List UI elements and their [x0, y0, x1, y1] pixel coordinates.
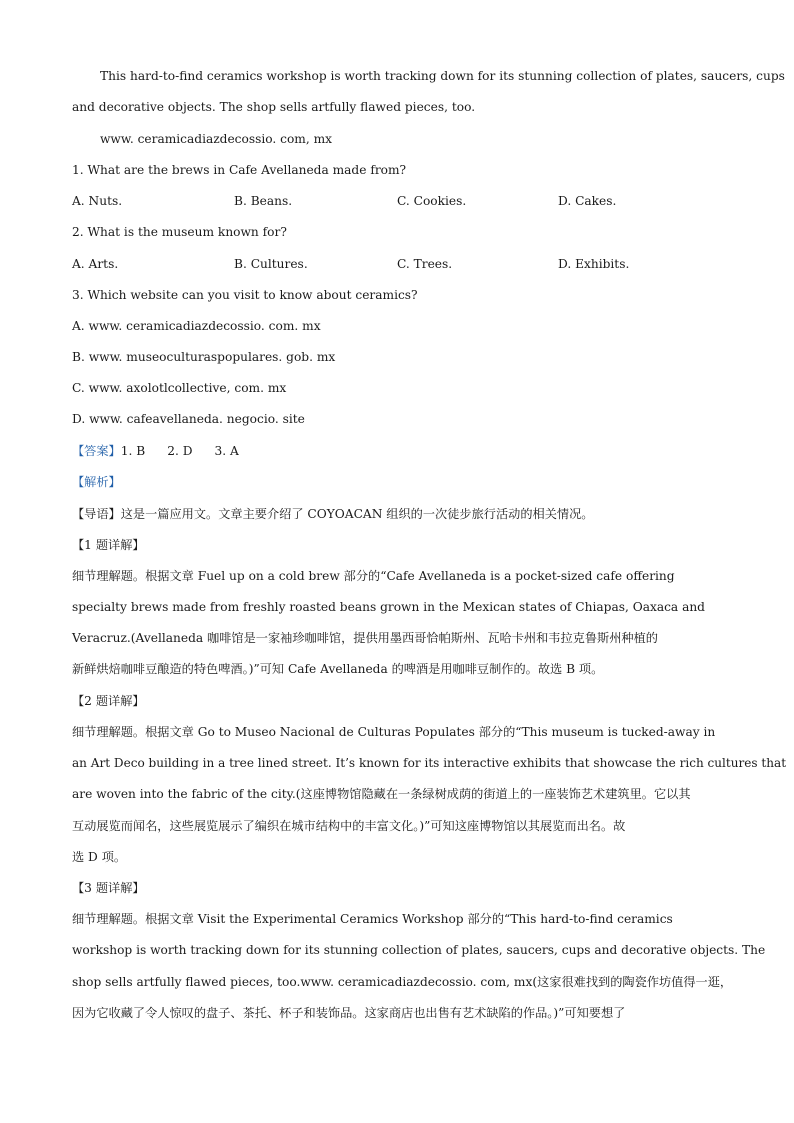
- answer-label: 【答案】: [72, 444, 121, 458]
- guide-line: [72, 506, 593, 522]
- option-b: B. Cultures.: [234, 257, 308, 271]
- option-b: B. www. museoculturaspopulares. gob. mx: [72, 350, 336, 364]
- q1-detail-label: 【1 题详解】: [72, 538, 145, 552]
- question-stem: 3. Which website can you visit to know about ceramics?: [72, 288, 418, 302]
- guide-text: 这是一篇应用文。文章主要介绍了 COYOACAN 组织的一次徒步旅行活动的相关情况。: [120, 507, 594, 521]
- q3-detail-label: 【3 题详解】: [72, 881, 145, 895]
- option-c: C. Trees.: [397, 257, 453, 271]
- option-a: A. Arts.: [72, 257, 119, 271]
- option-d: D. Exhibits.: [558, 257, 630, 271]
- q2-detail-line: are woven into the fabric of the city.(这座博物馆隐藏在一条绿树成荫的街道上的一座装饰艺术建筑里。它以其: [72, 787, 691, 801]
- question-stem: 1. What are the brews in Cafe Avellaneda made from?: [72, 163, 407, 177]
- option-b: B. Beans.: [234, 194, 293, 208]
- option-c: C. www. axolotlcollective, com. mx: [72, 381, 287, 395]
- option-d: D. www. cafeavellaneda. negocio. site: [72, 412, 305, 426]
- answer-line: [72, 443, 261, 459]
- q2-detail-label: 【2 题详解】: [72, 694, 145, 708]
- q2-detail-line: 细节理解题。根据文章 Go to Museo Nacional de Culturas Populates 部分的“This museum is tucked-away in: [72, 725, 716, 739]
- answer-item: 2. D: [167, 444, 193, 458]
- q1-detail-line: 新鲜烘焙咖啡豆酿造的特色啤酒。)”可知 Cafe Avellaneda 的啤酒是用咖啡豆制作的。故选 B 项。: [72, 662, 604, 676]
- passage-line: This hard-to-find ceramics workshop is worth tracking down for its stunning collection of plates, saucers, cups: [100, 69, 785, 83]
- analysis-label: 【解析】: [72, 475, 121, 489]
- q3-detail-line: 因为它收藏了令人惊叹的盘子、茶托、杯子和装饰品。这家商店也出售有艺术缺陷的作品。)”可知要想了: [72, 1006, 626, 1020]
- answer-item: 3. A: [214, 444, 239, 458]
- q3-detail-line: workshop is worth tracking down for its stunning collection of plates, saucers, cups and decorative objects. The: [72, 943, 766, 957]
- answer-item: 1. B: [120, 444, 146, 458]
- option-c: C. Cookies.: [397, 194, 467, 208]
- passage-website: www. ceramicadiazdecossio. com, mx: [100, 132, 333, 146]
- question-stem: 2. What is the museum known for?: [72, 225, 287, 239]
- q1-detail-line: Veracruz.(Avellaneda 咖啡馆是一家袖珍咖啡馆，提供用墨西哥恰帕斯州、瓦哈卡州和韦拉克鲁斯州种植的: [72, 631, 658, 645]
- passage-line: and decorative objects. The shop sells artfully flawed pieces, too.: [72, 100, 476, 114]
- guide-label: 【导语】: [72, 507, 121, 521]
- option-a: A. Nuts.: [72, 194, 123, 208]
- q1-detail-line: specialty brews made from freshly roasted beans grown in the Mexican states of Chiapas, Oaxaca and: [72, 600, 705, 614]
- q2-detail-line: 选 D 项。: [72, 850, 127, 864]
- option-a: A. www. ceramicadiazdecossio. com. mx: [72, 319, 321, 333]
- q3-detail-line: 细节理解题。根据文章 Visit the Experimental Ceramics Workshop 部分的“This hard-to-find ceramics: [72, 912, 673, 926]
- option-d: D. Cakes.: [558, 194, 617, 208]
- q2-detail-line: an Art Deco building in a tree lined street. It’s known for its interactive exhibits that showcase the rich cultures that: [72, 756, 787, 770]
- q2-detail-line: 互动展览而闻名，这些展览展示了编织在城市结构中的丰富文化。)”可知这座博物馆以其展览而出名。故: [72, 819, 626, 833]
- q1-detail-line: 细节理解题。根据文章 Fuel up on a cold brew 部分的“Cafe Avellaneda is a pocket-sized cafe offering: [72, 569, 675, 583]
- q3-detail-line: shop sells artfully flawed pieces, too.www. ceramicadiazdecossio. com, mx(这家很难找到的陶瓷作坊值得一逛，: [72, 975, 733, 989]
